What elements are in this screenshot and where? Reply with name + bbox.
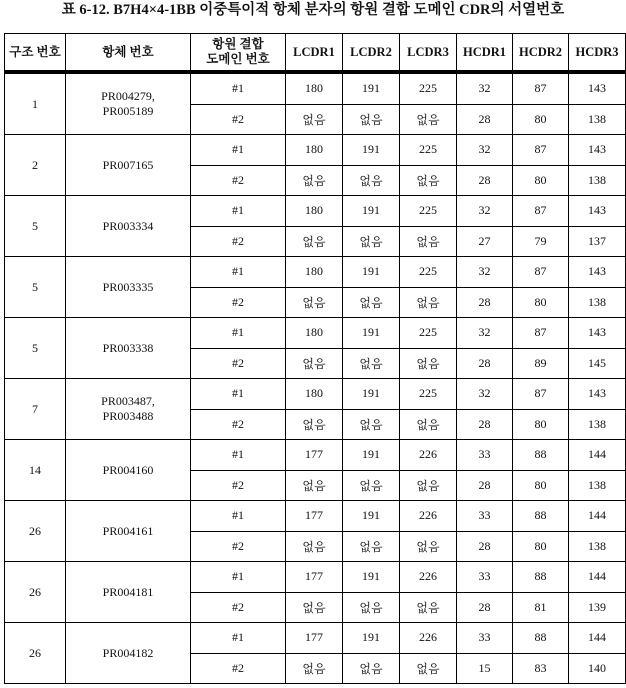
cdr-cell: 없음 xyxy=(286,348,343,379)
antibody-number-cell: PR003335 xyxy=(66,257,191,318)
table-row xyxy=(5,501,626,532)
column-header: LCDR2 xyxy=(343,34,400,73)
domain-number-cell: #1 xyxy=(191,623,286,654)
cdr-cell: 없음 xyxy=(286,287,343,318)
cdr-cell: 88 xyxy=(513,501,569,532)
table-row xyxy=(5,562,626,593)
antibody-number-cell: PR004160 xyxy=(66,440,191,501)
cdr-cell: 180 xyxy=(286,72,343,104)
cdr-cell: 177 xyxy=(286,440,343,471)
cdr-cell: 80 xyxy=(513,165,569,196)
cdr-cell: 191 xyxy=(343,501,400,532)
cdr-cell: 143 xyxy=(569,135,626,166)
cdr-cell: 83 xyxy=(513,653,569,684)
table-row xyxy=(5,379,626,410)
cdr-cell: 없음 xyxy=(343,348,400,379)
cdr-cell: 143 xyxy=(569,318,626,349)
cdr-cell: 없음 xyxy=(343,165,400,196)
cdr-cell: 226 xyxy=(400,623,457,654)
cdr-cell: 32 xyxy=(457,72,513,104)
table-row xyxy=(5,257,626,288)
cdr-cell: 81 xyxy=(513,592,569,623)
cdr-cell: 87 xyxy=(513,72,569,104)
column-header: 구조 번호 xyxy=(5,34,66,73)
cdr-cell: 225 xyxy=(400,72,457,104)
cdr-cell: 없음 xyxy=(400,592,457,623)
structure-number-cell: 26 xyxy=(5,501,66,562)
cdr-cell: 87 xyxy=(513,379,569,410)
column-header: LCDR1 xyxy=(286,34,343,73)
antibody-number-cell: PR004181 xyxy=(66,562,191,623)
domain-number-cell: #2 xyxy=(191,531,286,562)
domain-number-cell: #1 xyxy=(191,440,286,471)
cdr-cell: 87 xyxy=(513,257,569,288)
cdr-cell: 없음 xyxy=(286,592,343,623)
cdr-cell: 32 xyxy=(457,196,513,227)
cdr-cell: 28 xyxy=(457,104,513,135)
cdr-cell: 145 xyxy=(569,348,626,379)
column-header: HCDR2 xyxy=(513,34,569,73)
cdr-cell: 191 xyxy=(343,623,400,654)
cdr-cell: 없음 xyxy=(400,226,457,257)
cdr-cell: 144 xyxy=(569,562,626,593)
column-header: LCDR3 xyxy=(400,34,457,73)
structure-number-cell: 7 xyxy=(5,379,66,440)
column-header: HCDR1 xyxy=(457,34,513,73)
cdr-cell: 없음 xyxy=(286,653,343,684)
cdr-cell: 없음 xyxy=(286,531,343,562)
cdr-cell: 191 xyxy=(343,440,400,471)
antibody-number-cell: PR003334 xyxy=(66,196,191,257)
header-row xyxy=(5,34,626,73)
domain-number-cell: #1 xyxy=(191,72,286,104)
structure-number-cell: 5 xyxy=(5,196,66,257)
cdr-cell: 80 xyxy=(513,470,569,501)
cdr-cell: 177 xyxy=(286,562,343,593)
structure-number-cell: 5 xyxy=(5,257,66,318)
cdr-cell: 180 xyxy=(286,196,343,227)
cdr-cell: 28 xyxy=(457,348,513,379)
antibody-number-cell: PR004182 xyxy=(66,623,191,684)
column-header: 항체 번호 xyxy=(66,34,191,73)
antibody-number-cell: PR004279, PR005189 xyxy=(66,72,191,135)
cdr-cell: 32 xyxy=(457,318,513,349)
cdr-cell: 180 xyxy=(286,379,343,410)
structure-number-cell: 2 xyxy=(5,135,66,196)
column-header: 항원 결합 도메인 번호 xyxy=(191,34,286,73)
cdr-cell: 144 xyxy=(569,440,626,471)
domain-number-cell: #2 xyxy=(191,226,286,257)
cdr-cell: 140 xyxy=(569,653,626,684)
cdr-cell: 없음 xyxy=(286,409,343,440)
cdr-cell: 32 xyxy=(457,379,513,410)
cdr-cell: 32 xyxy=(457,135,513,166)
cdr-cell: 88 xyxy=(513,562,569,593)
cdr-cell: 138 xyxy=(569,104,626,135)
structure-number-cell: 5 xyxy=(5,318,66,379)
cdr-cell: 28 xyxy=(457,409,513,440)
cdr-cell: 없음 xyxy=(343,104,400,135)
domain-number-cell: #1 xyxy=(191,318,286,349)
table-row xyxy=(5,440,626,471)
structure-number-cell: 14 xyxy=(5,440,66,501)
cdr-cell: 143 xyxy=(569,196,626,227)
cdr-cell: 87 xyxy=(513,196,569,227)
cdr-cell: 28 xyxy=(457,287,513,318)
domain-number-cell: #2 xyxy=(191,287,286,318)
table-title: 표 6-12. B7H4×4-1BB 이중특이적 항체 분자의 항원 결합 도메인 CDR의 서열번호 xyxy=(0,0,626,20)
cdr-cell: 177 xyxy=(286,501,343,532)
column-header: HCDR3 xyxy=(569,34,626,73)
cdr-cell: 139 xyxy=(569,592,626,623)
cdr-cell: 없음 xyxy=(400,653,457,684)
structure-number-cell: 26 xyxy=(5,623,66,684)
domain-number-cell: #2 xyxy=(191,409,286,440)
cdr-cell: 33 xyxy=(457,562,513,593)
table-row xyxy=(5,135,626,166)
cdr-cell: 225 xyxy=(400,257,457,288)
cdr-cell: 없음 xyxy=(343,409,400,440)
cdr-cell: 138 xyxy=(569,470,626,501)
domain-number-cell: #2 xyxy=(191,104,286,135)
antibody-number-cell: PR004161 xyxy=(66,501,191,562)
cdr-cell: 없음 xyxy=(343,592,400,623)
cdr-cell: 없음 xyxy=(400,470,457,501)
cdr-cell: 28 xyxy=(457,531,513,562)
cdr-cell: 79 xyxy=(513,226,569,257)
cdr-cell: 225 xyxy=(400,379,457,410)
domain-number-cell: #2 xyxy=(191,653,286,684)
table-row xyxy=(5,72,626,104)
cdr-cell: 144 xyxy=(569,623,626,654)
cdr-cell: 226 xyxy=(400,562,457,593)
cdr-cell: 89 xyxy=(513,348,569,379)
cdr-cell: 191 xyxy=(343,196,400,227)
antibody-number-cell: PR007165 xyxy=(66,135,191,196)
cdr-cell: 28 xyxy=(457,165,513,196)
cdr-cell: 138 xyxy=(569,409,626,440)
cdr-cell: 80 xyxy=(513,531,569,562)
cdr-cell: 33 xyxy=(457,623,513,654)
cdr-cell: 15 xyxy=(457,653,513,684)
domain-number-cell: #1 xyxy=(191,196,286,227)
domain-number-cell: #1 xyxy=(191,501,286,532)
cdr-cell: 없음 xyxy=(343,226,400,257)
cdr-cell: 87 xyxy=(513,318,569,349)
table-row xyxy=(5,196,626,227)
cdr-cell: 33 xyxy=(457,440,513,471)
cdr-cell: 226 xyxy=(400,501,457,532)
cdr-cell: 143 xyxy=(569,72,626,104)
cdr-cell: 80 xyxy=(513,104,569,135)
domain-number-cell: #2 xyxy=(191,592,286,623)
cdr-cell: 없음 xyxy=(343,531,400,562)
structure-number-cell: 1 xyxy=(5,72,66,135)
cdr-cell: 191 xyxy=(343,72,400,104)
cdr-cell: 138 xyxy=(569,287,626,318)
cdr-table xyxy=(4,33,626,684)
cdr-cell: 80 xyxy=(513,409,569,440)
table-row xyxy=(5,623,626,654)
cdr-cell: 없음 xyxy=(343,653,400,684)
domain-number-cell: #2 xyxy=(191,348,286,379)
cdr-cell: 180 xyxy=(286,257,343,288)
antibody-number-cell: PR003338 xyxy=(66,318,191,379)
cdr-cell: 없음 xyxy=(286,470,343,501)
cdr-cell: 없음 xyxy=(400,348,457,379)
domain-number-cell: #2 xyxy=(191,470,286,501)
cdr-cell: 225 xyxy=(400,135,457,166)
domain-number-cell: #1 xyxy=(191,257,286,288)
cdr-cell: 없음 xyxy=(400,531,457,562)
cdr-cell: 28 xyxy=(457,470,513,501)
cdr-cell: 225 xyxy=(400,196,457,227)
cdr-cell: 144 xyxy=(569,501,626,532)
cdr-cell: 80 xyxy=(513,287,569,318)
cdr-cell: 없음 xyxy=(286,226,343,257)
cdr-cell: 없음 xyxy=(400,165,457,196)
cdr-cell: 88 xyxy=(513,623,569,654)
cdr-cell: 없음 xyxy=(343,287,400,318)
cdr-cell: 없음 xyxy=(286,165,343,196)
cdr-cell: 180 xyxy=(286,135,343,166)
cdr-cell: 없음 xyxy=(286,104,343,135)
cdr-cell: 191 xyxy=(343,379,400,410)
domain-number-cell: #1 xyxy=(191,135,286,166)
cdr-cell: 191 xyxy=(343,318,400,349)
cdr-cell: 138 xyxy=(569,531,626,562)
domain-number-cell: #2 xyxy=(191,165,286,196)
cdr-cell: 143 xyxy=(569,379,626,410)
table-row xyxy=(5,318,626,349)
domain-number-cell: #1 xyxy=(191,562,286,593)
cdr-cell: 없음 xyxy=(343,470,400,501)
cdr-cell: 27 xyxy=(457,226,513,257)
cdr-cell: 없음 xyxy=(400,409,457,440)
cdr-cell: 225 xyxy=(400,318,457,349)
cdr-cell: 177 xyxy=(286,623,343,654)
cdr-cell: 88 xyxy=(513,440,569,471)
antibody-number-cell: PR003487, PR003488 xyxy=(66,379,191,440)
cdr-cell: 없음 xyxy=(400,104,457,135)
cdr-cell: 180 xyxy=(286,318,343,349)
cdr-cell: 226 xyxy=(400,440,457,471)
domain-number-cell: #1 xyxy=(191,379,286,410)
cdr-cell: 32 xyxy=(457,257,513,288)
cdr-cell: 191 xyxy=(343,562,400,593)
cdr-cell: 138 xyxy=(569,165,626,196)
cdr-cell: 191 xyxy=(343,135,400,166)
structure-number-cell: 26 xyxy=(5,562,66,623)
cdr-cell: 137 xyxy=(569,226,626,257)
cdr-cell: 143 xyxy=(569,257,626,288)
cdr-cell: 28 xyxy=(457,592,513,623)
cdr-cell: 없음 xyxy=(400,287,457,318)
cdr-cell: 191 xyxy=(343,257,400,288)
cdr-cell: 33 xyxy=(457,501,513,532)
cdr-cell: 87 xyxy=(513,135,569,166)
